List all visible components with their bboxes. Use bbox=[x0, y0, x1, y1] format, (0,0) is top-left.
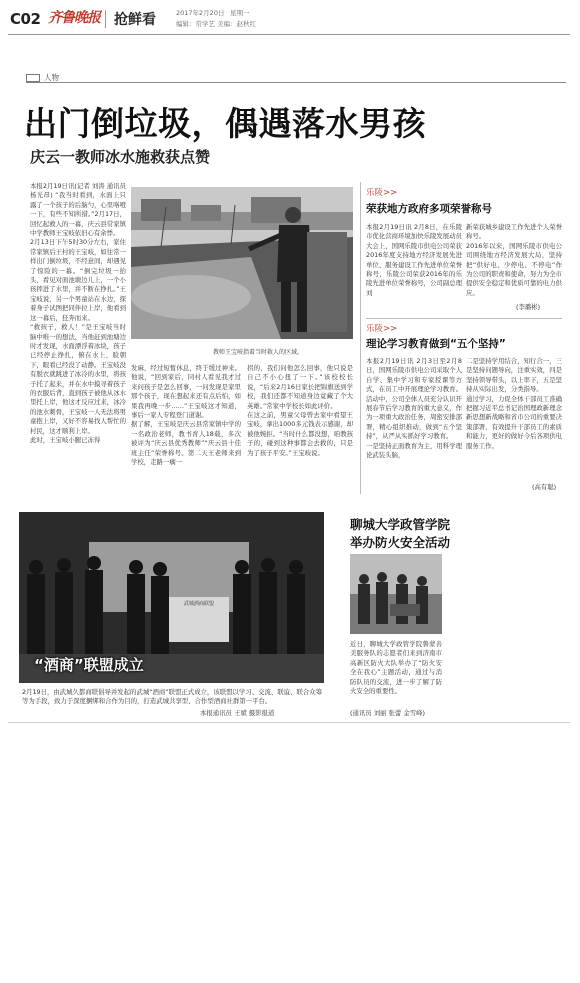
news2-tag: 乐陵>> bbox=[366, 324, 398, 334]
side-news-byline: (通讯员 刘丽 张蕾 金雪峰) bbox=[350, 709, 425, 717]
pond-scene-image bbox=[131, 187, 353, 339]
news2-byline: (高有聪) bbox=[532, 483, 557, 491]
column-tag-rule bbox=[26, 82, 566, 83]
column-tag-icon bbox=[26, 74, 40, 82]
header-divider bbox=[105, 10, 106, 28]
issue-weekday: 星期一 bbox=[230, 9, 250, 17]
section-name: 抢鲜看 bbox=[114, 12, 156, 28]
main-article-photo bbox=[131, 187, 353, 339]
main-article-col2: 发麻，经过短暂休息，终于缓过神来。他说，“回到家后，同村人看见我才过来问孩子是怎么回事，一问发现是家里那个孩子，现在想起来还有点后怕，如果我再晚一步……”王宝岐这才知道，事后一家人专程登门道谢。 据了解，王宝岐是庆云县常家镇中学的一名政治老师，教书育人18载，多次被评为“庆云县优秀教师”“庆云县十佳班主任”荣誉称号。第二天王老师来到学校，走路一瘸一 bbox=[131, 364, 241, 467]
page-bottom-rule bbox=[8, 722, 570, 723]
main-article-col3: 拐的，我们问他怎么回事，他只说是自己不小心扭了一下。”该校校长说，“后来2月16日家长把锦旗送到学校，我们还都不知道身边竟藏了个大英雄。”常家中学校长如此评价。 在这之前，男童父母曾去家中看望王宝岐，拿出1000多元钱表示感谢，却被他婉拒。“当时什么都没想，咱教孩子的，碰到这种事都会去救的，只是为了孩子平安。”王宝岐说。 bbox=[247, 364, 353, 457]
main-subhead: 庆云一教师冰水施救获点赞 bbox=[30, 148, 211, 166]
page-number: C02 bbox=[10, 10, 41, 28]
news2-headline: 理论学习教育做到“五个坚持” bbox=[366, 338, 506, 350]
main-article-col1: 本报2月19日讯(记者 刘涛 通讯员 杨光昂) “我当时看到，水面上只露了一个孩子的后脑勺，心里咯噔一下，有些不知所措。”2月17日，回忆起救人的一幕，庆云县常家镇中学教师王宝岐依旧心有余悸。 2月13日下午5时30分左右，家住常家镇后王村的王宝岐，如往常一样出门倒垃圾，不经意间，却遇见了惊险的一幕。“倒完垃圾一抬头，看见对面池塘边儿上，一个小孩摔进了水里，并不断在挣扎。”王宝岐说，另一个男童站在水边，探着身子试图把同伴拉上岸，他看到这一幕后，狂奔而来。 “救孩子，救人！”是王宝岐当时脑中唯一的想法，当他赶到池塘边时才发现，水面漂浮着冰块，孩子已经停止挣扎，俯在水上，脸朝下，眼看已经没了动静。王宝岐没有脱衣就跳进了冰冷的水里，将孩子托了起来，并在水中摸寻着孩子的衣服后背，直到孩子被他从冰水里托上岸，他这才反应过来，冰冷的池水刺骨，王宝岐一人无法将男童抱上岸，又好不容易找人帮忙的村民，这才顺利上岸。 此时，王宝岐小腿已冻得 bbox=[30, 182, 126, 444]
main-headline: 出门倒垃圾，偶遇落水男孩 bbox=[24, 104, 426, 143]
ceremony-backdrop-text: 武城酒商联盟 bbox=[183, 601, 214, 607]
side-news-headline-2: 举办防火安全活动 bbox=[350, 535, 451, 550]
ceremony-overlay-title: “酒商”联盟成立 bbox=[34, 656, 144, 674]
news2-col1: 本报2月19日讯 2月3日至2月8日，国网乐陵市供电公司采取个人自学、集中学习和专家授课等方式，在员工中开展理论学习教育。活动中，公司全体人员充分认识开展春节后学习教育的重大意义，作为一项重大政治任务，周密安排部署，精心组织推动，做到“五个坚持”，从严从实抓好学习教育。 一是坚持正面教育为主，用科学理论武装头脑， bbox=[366, 357, 462, 460]
news1-byline: (李璐彬) bbox=[516, 303, 541, 311]
ceremony-credit: 本报通讯员 王斌 摄影报道 bbox=[200, 709, 275, 717]
news1-tag: 乐陵>> bbox=[366, 188, 398, 198]
column-tag-label: 人物 bbox=[44, 73, 59, 82]
header-rule bbox=[8, 34, 570, 35]
news1-col2: 新荣获城乡建设工作先进个人荣誉称号。 2016年以来，国网乐陵市供电公司围绕地方经济发展大局，坚持把“供好电、少停电、不停电”作为公司的职责和使命，努力为全市提供安全稳定和优质可靠的电力供应。 bbox=[466, 223, 562, 297]
issue-date: 2017年2月20日 bbox=[176, 9, 225, 17]
editor-credits: 编辑：常学艺 美编：赵秋红 bbox=[176, 20, 257, 28]
fire-safety-photo bbox=[350, 554, 442, 634]
side-news-headline-1: 聊城大学政管学院 bbox=[350, 517, 451, 532]
ceremony-caption: 2月19日，由武城久都商联倡导并发起的武城“酒商”联盟正式成立，该联盟以学习、交流、联谊、联合众筹等为手段，致力于深度捆绑和合作为目的，打造武城共享型、合作型酒商社群第一平台。 bbox=[22, 688, 322, 706]
news1-col1: 本报2月19日讯 2月8日，在乐陵市优化营商环境加快乐陵发展动员大会上，国网乐陵市供电公司荣获2016年度支持地方经济发展先进单位、服务建设工作先进单位荣誉称号，乐陵公司荣获2016年的乐陵先进单位荣誉称号，公司副总理刘 bbox=[366, 223, 462, 297]
news-divider bbox=[366, 318, 562, 319]
fire-safety-scene-image bbox=[350, 554, 442, 634]
news1-headline: 荣获地方政府多项荣誉称号 bbox=[366, 203, 492, 215]
column-separator bbox=[360, 182, 361, 494]
masthead-logo: 齐鲁晚报 bbox=[48, 10, 100, 26]
news2-col2: 二是坚持学用结合，知行合一，三是坚持问题导向，注重实效，四是坚持领导带头，以上率下，五是坚持从实际出发，分类指导。 通过学习，力促全体干部员工准确把握习近平总书记治国理政新理念新思想新战略和省市公司的重要决策部署，有效提升干部员工的素质和能力，更好的做好今后各项供电服务工作。 bbox=[466, 357, 562, 450]
side-news-body: 近日，聊城大学政管学院鲁蒙善美服务队的志愿者们来到济南市高新区防火大队举办了“防火安全在我心”主题活动，通过与消防队员的交流，进一步了解了防火安全的重要性。 bbox=[350, 640, 442, 696]
main-photo-caption: 教师王宝岐指着当时救人的区域。 bbox=[213, 349, 304, 356]
